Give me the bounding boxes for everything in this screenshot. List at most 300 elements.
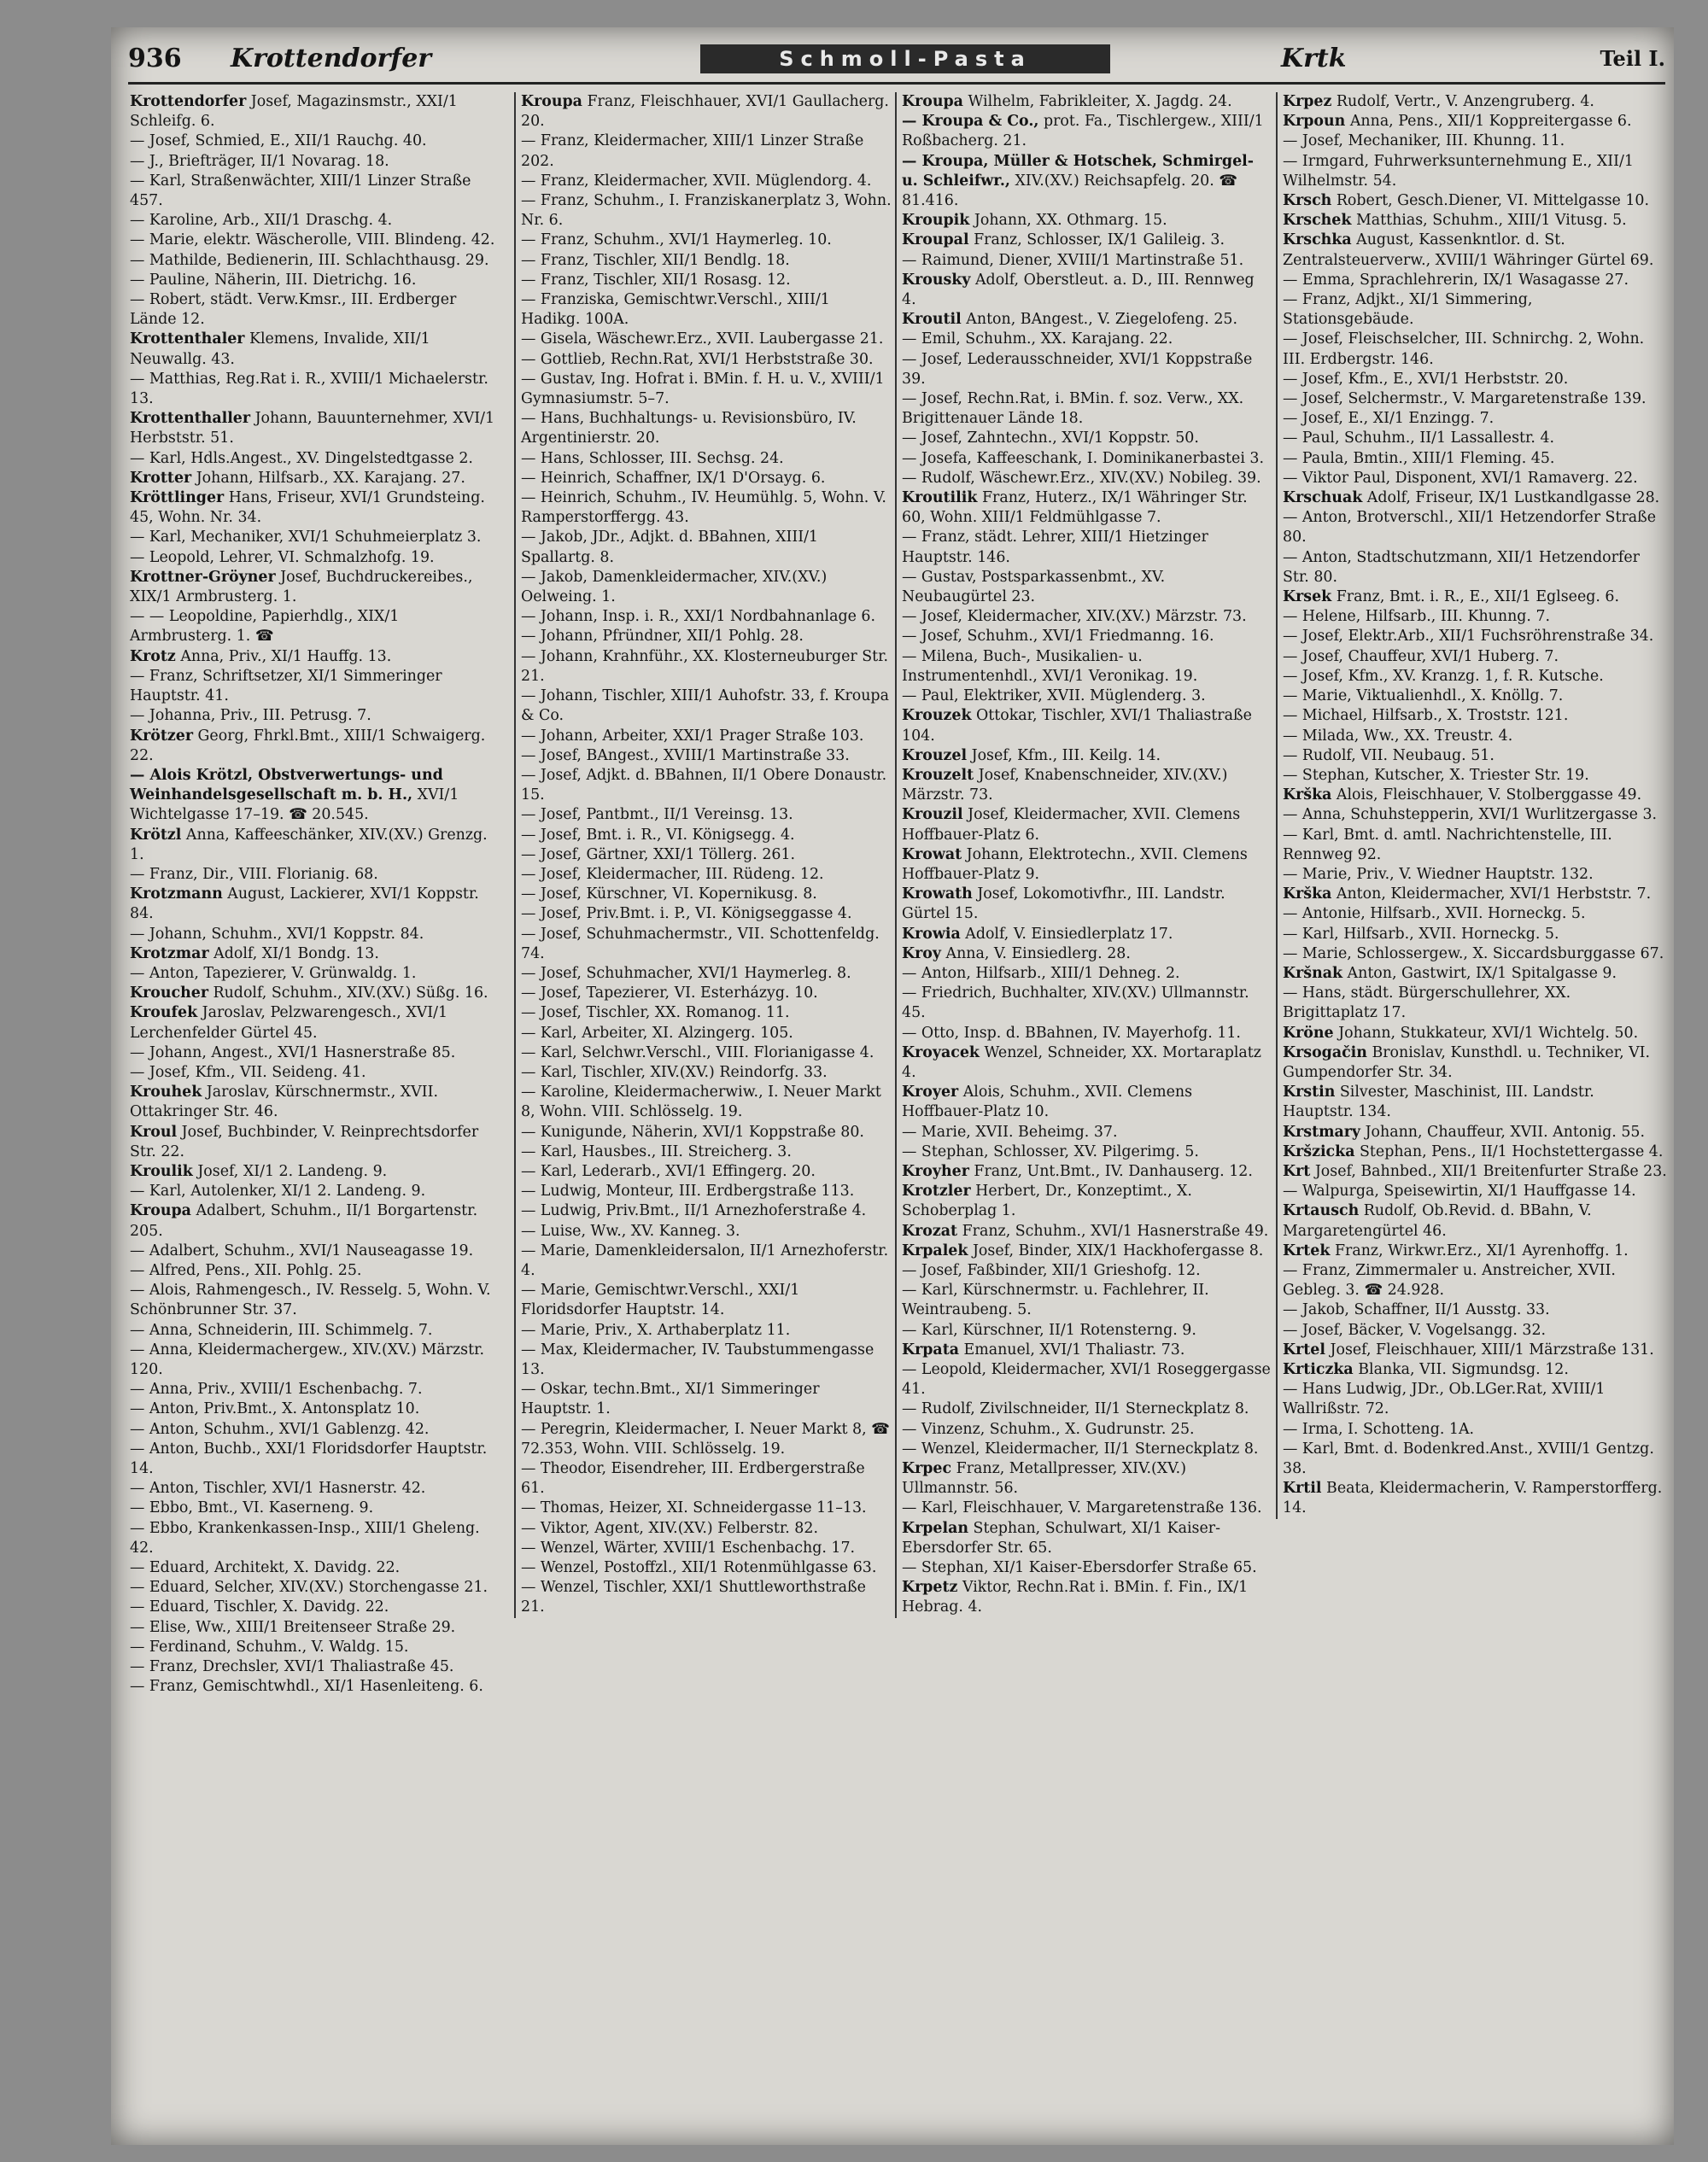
entry-details: — Antonie, Hilfsarb., XVII. Horneckg. 5. — [1283, 905, 1586, 923]
entry-details: — Theodor, Eisendreher, III. Erdbergerstraße 61. — [521, 1460, 865, 1498]
last-catchword: Krtk — [1281, 43, 1347, 73]
entry-details: — Michael, Hilfsarb., X. Troststr. 121. — [1283, 707, 1569, 725]
entry-details: Wenzel, Schneider, XX. Mortaraplatz 4. — [902, 1043, 1261, 1081]
entry-details: — Josef, Kfm., E., XVI/1 Herbststr. 20. — [1283, 370, 1569, 388]
entry-surname: Krousky — [902, 271, 971, 289]
directory-entry — [1283, 1479, 1667, 1518]
entry-surname: Krška — [1283, 786, 1332, 804]
entry-details: Jaroslav, Kürschnermstr., XVII. Ottakringer Str. 46. — [130, 1084, 438, 1121]
directory-entry — [902, 1083, 1272, 1122]
directory-entry — [902, 528, 1272, 567]
directory-entry — [130, 1677, 506, 1697]
directory-entry — [1283, 152, 1667, 191]
entry-details: — Rudolf, Zivilschneider, II/1 Sterneckplatz 8. — [902, 1400, 1249, 1418]
entry-details: — Josef, Tischler, XX. Romanog. 11. — [521, 1004, 790, 1022]
directory-entry — [1283, 1123, 1667, 1142]
entry-surname: Krozat — [902, 1222, 958, 1240]
entry-details: Johann, Bauunternehmer, XVI/1 Herbststr. 51. — [130, 410, 495, 447]
entry-details: — Leopold, Kleidermacher, XVI/1 Roseggergasse 41. — [902, 1361, 1271, 1399]
entry-details: — Gottlieb, Rechn.Rat, XVI/1 Herbststraße 30. — [521, 350, 874, 368]
directory-entry — [130, 1341, 506, 1380]
entry-details: — Karl, Arbeiter, XI. Alzingerg. 105. — [521, 1024, 793, 1042]
entry-details: Josef, Kleidermacher, XVII. Clemens Hoffbauer-Platz 6. — [902, 806, 1241, 844]
entry-surname: Kroufek — [130, 1004, 198, 1022]
directory-entry — [902, 647, 1272, 687]
entry-surname: Krotzmann — [130, 885, 223, 903]
directory-entry — [521, 1499, 892, 1518]
entry-details: Alois, Schuhm., XVII. Clemens Hoffbauer-Platz 10. — [902, 1084, 1193, 1121]
entry-details: — Peregrin, Kleidermacher, I. Neuer Markt 8, ☎ 72.353, Wohn. VIII. Schlösselg. 19. — [521, 1420, 890, 1458]
entry-details: Adolf, XI/1 Bondg. 13. — [208, 944, 379, 962]
entry-details: — Anton, Priv.Bmt., X. Antonsplatz 10. — [130, 1400, 420, 1418]
directory-entry — [1283, 984, 1667, 1023]
entry-details: — Wenzel, Kleidermacher, II/1 Sterneckplatz 8. — [902, 1440, 1259, 1458]
entry-details: — Eduard, Selcher, XIV.(XV.) Storchengasse 21. — [130, 1579, 488, 1597]
entry-details: — Josef, Schmied, E., XII/1 Rauchg. 40. — [130, 132, 427, 150]
entry-details: Johann, Stukkateur, XVI/1 Wichtelg. 50. — [1333, 1024, 1639, 1042]
entry-details: — Josef, Faßbinder, XII/1 Grieshofg. 12. — [902, 1261, 1201, 1279]
entry-details: Stephan, Pens., II/1 Hochstettergasse 4. — [1354, 1142, 1664, 1160]
entry-details: — J., Briefträger, II/1 Novarag. 18. — [130, 152, 389, 170]
directory-entry — [130, 568, 506, 607]
entry-details: — Karoline, Kleidermacherwiw., I. Neuer Markt 8, Wohn. VIII. Schlösselg. 19. — [521, 1084, 881, 1121]
entry-surname: Krouzek — [902, 707, 972, 725]
directory-entry — [1283, 964, 1667, 984]
directory-entry — [1283, 1341, 1667, 1360]
directory-entry — [521, 1459, 892, 1499]
directory-entry — [521, 885, 892, 904]
entry-details: — Karl, Kürschner, II/1 Rotensterng. 9. — [902, 1321, 1196, 1339]
directory-entry — [1283, 1440, 1667, 1479]
directory-entry — [130, 1420, 506, 1440]
entry-details: Ottokar, Tischler, XVI/1 Thaliastraße 104. — [902, 707, 1252, 745]
entry-surname: Kröne — [1283, 1024, 1334, 1042]
directory-entry — [521, 449, 892, 469]
entry-details: — Franz, Schuhm., XVI/1 Haymerleg. 10. — [521, 231, 832, 249]
entry-details: Josef, Bahnbed., XII/1 Breitenfurter Straße 23. — [1310, 1162, 1667, 1180]
entry-details: — Karl, Selchwr.Verschl., VIII. Florianigasse 4. — [521, 1043, 874, 1061]
entry-surname: Kroupa — [130, 1202, 191, 1220]
entry-details: Adolf, V. Einsiedlerplatz 17. — [960, 925, 1173, 943]
directory-entry — [130, 1201, 506, 1241]
entry-surname: Kroyacek — [902, 1043, 980, 1061]
entry-details: August, Lackierer, XVI/1 Koppstr. 84. — [130, 885, 479, 923]
directory-entry — [521, 1242, 892, 1281]
entry-details: August, Kassenkntlor. d. St. Zentralsteuerverw., XVIII/1 Währinger Gürtel 69. — [1283, 231, 1654, 269]
entry-details: — Josef, Bäcker, V. Vogelsangg. 32. — [1283, 1321, 1547, 1339]
entry-details: — Friedrich, Buchhalter, XIV.(XV.) Ullmannstr. 45. — [902, 985, 1249, 1022]
directory-entry — [1283, 1420, 1667, 1440]
directory-entry — [130, 1083, 506, 1122]
directory-entry — [902, 1242, 1272, 1261]
directory-entry — [130, 964, 506, 984]
entry-details: Josef, Fleischhauer, XIII/1 Märzstraße 131. — [1325, 1341, 1654, 1359]
directory-entry — [1283, 1182, 1667, 1201]
entry-details: — Raimund, Diener, XVIII/1 Martinstraße 51. — [902, 251, 1244, 269]
entry-details: — Johann, Krahnführ., XX. Klosterneuburger Str. 21. — [521, 647, 889, 685]
directory-entry — [521, 1281, 892, 1320]
directory-entry — [130, 984, 506, 1003]
directory-entry — [1283, 330, 1667, 369]
entry-details: — Johanna, Priv., III. Petrusg. 7. — [130, 707, 371, 725]
directory-entry — [1283, 409, 1667, 429]
directory-entry — [1283, 607, 1667, 627]
directory-entry — [1283, 469, 1667, 488]
directory-entry — [902, 805, 1272, 844]
entry-surname: Krpelan — [902, 1519, 969, 1537]
entry-details: — Milena, Buch-, Musikalien- u. Instrumentenhdl., XVI/1 Veronikag. 19. — [902, 647, 1198, 685]
entry-details: — Franziska, Gemischtwr.Verschl., XIII/1 Hadikg. 100A. — [521, 291, 830, 329]
directory-entry — [521, 1003, 892, 1023]
entry-surname: Krotzmar — [130, 944, 209, 962]
directory-entry — [902, 1578, 1272, 1617]
directory-entry — [1283, 231, 1667, 270]
directory-entry — [130, 667, 506, 706]
directory-entry — [521, 1083, 892, 1122]
directory-entry — [1283, 627, 1667, 646]
entry-surname: Krschuak — [1283, 489, 1363, 507]
directory-entry — [130, 925, 506, 944]
directory-entry — [521, 231, 892, 250]
directory-entry — [130, 1261, 506, 1281]
directory-entry — [521, 1162, 892, 1182]
entry-details: Adalbert, Schuhm., II/1 Borgartenstr. 205. — [130, 1202, 478, 1240]
entry-details: Robert, Gesch.Diener, VI. Mittelgasse 10. — [1331, 192, 1650, 210]
entry-details: Jaroslav, Pelzwarengesch., XVI/1 Lerchenfelder Gürtel 45. — [130, 1004, 448, 1042]
directory-entry — [902, 350, 1272, 389]
entry-details: — Elise, Ww., XIII/1 Breitenseer Straße 29. — [130, 1618, 456, 1636]
entry-details: — Emil, Schuhm., XX. Karajang. 22. — [902, 330, 1173, 348]
directory-entry — [902, 1499, 1272, 1518]
directory-entry — [902, 1440, 1272, 1459]
entry-details: — Marie, Priv., X. Arthaberplatz 11. — [521, 1321, 791, 1339]
directory-entry — [521, 1043, 892, 1063]
entry-details: Anna, Priv., XI/1 Hauffg. 13. — [175, 647, 392, 665]
directory-entry — [902, 1341, 1272, 1360]
entry-details: — Josef, Tapezierer, VI. Esterházyg. 10. — [521, 985, 818, 1002]
directory-entry — [1283, 449, 1667, 469]
entry-surname: Krpata — [902, 1341, 960, 1359]
directory-entry — [130, 370, 506, 409]
directory-entry — [1283, 1201, 1667, 1241]
entry-surname: Krsek — [1283, 588, 1332, 606]
entry-surname: Kršnak — [1283, 964, 1343, 982]
directory-entry — [902, 706, 1272, 745]
entry-details: Adolf, Oberstleut. a. D., III. Rennweg 4. — [902, 271, 1255, 309]
directory-entry — [1283, 1142, 1667, 1162]
entry-details: — Josef, Selchermstr., V. Margaretenstraße 139. — [1283, 390, 1647, 408]
directory-entry — [902, 251, 1272, 271]
page-number: 936 — [128, 43, 182, 73]
directory-entry — [902, 1222, 1272, 1242]
directory-entry — [1283, 746, 1667, 766]
entry-details: Josef, Buchdruckereibes., XIX/1 Armbrusterg. 1. — [130, 568, 473, 606]
directory-entry — [1283, 429, 1667, 448]
directory-entry — [521, 1201, 892, 1221]
entry-details: — Karl, Bmt. d. amtl. Nachrichtenstelle, III. Rennweg 92. — [1283, 826, 1612, 863]
entry-details: — Karl, Hausbes., III. Streicherg. 3. — [521, 1142, 792, 1160]
entry-surname: Krstin — [1283, 1084, 1336, 1101]
directory-entry — [1283, 1024, 1667, 1043]
entry-details: — Josef, Kürschner, VI. Kopernikusg. 8. — [521, 885, 817, 903]
entry-details: — Josef, Schuhmacher, XVI/1 Haymerleg. 8. — [521, 964, 851, 982]
entry-details: Hans, Friseur, XVI/1 Grundsteing. 45, Wohn. Nr. 34. — [130, 489, 485, 527]
entry-details: Josef, Buchbinder, V. Reinprechtsdorfer Str. 22. — [130, 1123, 479, 1160]
entry-surname: Krouzil — [902, 806, 963, 824]
directory-entry — [130, 1399, 506, 1419]
directory-entry — [130, 330, 506, 369]
directory-entry — [521, 271, 892, 290]
entry-details: Josef, Knabenschneider, XIV.(XV.) Märzstr. 73. — [902, 766, 1228, 804]
directory-entry — [130, 607, 506, 646]
directory-entry — [1283, 885, 1667, 904]
entry-details: — Matthias, Reg.Rat i. R., XVIII/1 Michaelerstr. 13. — [130, 370, 488, 408]
entry-details: — Franz, Schriftsetzer, XI/1 Simmeringer Hauptstr. 41. — [130, 667, 442, 705]
entry-details: — Karl, Fleischhauer, V. Margaretenstraße 136. — [902, 1499, 1262, 1517]
entry-details: Johann, XX. Othmarg. 15. — [969, 212, 1167, 230]
directory-entry — [902, 1123, 1272, 1142]
entry-details: — Anton, Hilfsarb., XIII/1 Dehneg. 2. — [902, 964, 1180, 982]
entry-details: Franz, Unt.Bmt., IV. Danhauserg. 12. — [968, 1162, 1253, 1180]
part-label: Teil I. — [1600, 45, 1665, 71]
directory-entry — [521, 290, 892, 330]
entry-details: — Hans Ludwig, JDr., Ob.LGer.Rat, XVIII/1 Wallrißstr. 72. — [1283, 1381, 1606, 1418]
directory-entry — [130, 766, 506, 826]
directory-entry — [130, 409, 506, 448]
directory-entry — [130, 1638, 506, 1657]
directory-entry — [902, 568, 1272, 607]
entry-surname: Kroucher — [130, 985, 208, 1002]
entry-details: — Ferdinand, Schuhm., V. Waldg. 15. — [130, 1638, 409, 1656]
entry-details: Josef, Magazinsmstr., XXI/1 Schleifg. 6. — [130, 93, 458, 131]
entry-details: — Josefa, Kaffeeschank, I. Dominikanerbastei 3. — [902, 449, 1265, 467]
entry-details: — Leopold, Lehrer, VI. Schmalzhofg. 19. — [130, 548, 435, 566]
entry-surname: Krowath — [902, 885, 973, 903]
directory-entry — [521, 964, 892, 984]
entry-details: — — Leopoldine, Papierhdlg., XIX/1 Armbrusterg. 1. ☎ — [130, 608, 400, 646]
directory-entry — [130, 290, 506, 330]
directory-entry — [521, 766, 892, 805]
directory-entry — [1283, 1043, 1667, 1083]
directory-entry — [130, 1657, 506, 1677]
entry-details: — Pauline, Näherin, III. Dietrichg. 16. — [130, 271, 417, 289]
directory-entry — [1283, 112, 1667, 131]
entry-surname: Kroul — [130, 1123, 178, 1141]
entry-surname: Krtausch — [1283, 1202, 1360, 1220]
directory-entry — [521, 1123, 892, 1142]
directory-entry — [1283, 548, 1667, 587]
directory-entry — [902, 1043, 1272, 1083]
directory-entry — [521, 845, 892, 865]
entry-surname: Kroulik — [130, 1162, 193, 1180]
directory-entry — [1283, 925, 1667, 944]
directory-entry — [1283, 131, 1667, 151]
entry-details: — Karl, Tischler, XIV.(XV.) Reindorfg. 33. — [521, 1063, 828, 1081]
entry-details: — Anna, Priv., XVIII/1 Eschenbachg. 7. — [130, 1381, 423, 1399]
directory-entry — [1283, 944, 1667, 964]
entry-details: — Stephan, Kutscher, X. Triester Str. 19. — [1283, 766, 1589, 784]
directory-entry — [521, 925, 892, 964]
entry-details: — Walpurga, Speisewirtin, XI/1 Hauffgasse 14. — [1283, 1183, 1636, 1201]
column-1 — [130, 92, 506, 1697]
entry-details: Adolf, Friseur, IX/1 Lustkandlgasse 28. — [1362, 489, 1660, 507]
entry-details: — Anna, Schneiderin, III. Schimmelg. 7. — [130, 1321, 433, 1339]
directory-entry — [1283, 488, 1667, 508]
entry-surname: Krouzelt — [902, 766, 974, 784]
entry-details: — Viktor, Agent, XIV.(XV.) Felberstr. 82. — [521, 1519, 818, 1537]
entry-details: Anna, Kaffeeschänker, XIV.(XV.) Grenzg. 1. — [130, 826, 488, 863]
entry-surname: — Kroupa & Co., — [902, 113, 1039, 131]
directory-entry — [1283, 826, 1667, 865]
directory-entry — [1283, 727, 1667, 746]
page-header — [128, 34, 1665, 82]
entry-details: Matthias, Schuhm., XIII/1 Vitusg. 5. — [1351, 212, 1627, 230]
directory-entry — [130, 647, 506, 667]
directory-entry — [902, 1162, 1272, 1182]
entry-details: — Eduard, Architekt, X. Davidg. 22. — [130, 1559, 401, 1577]
entry-surname: Krpoun — [1283, 113, 1346, 131]
entry-surname: Krsogačin — [1283, 1043, 1367, 1061]
directory-entry — [521, 1222, 892, 1242]
directory-entry — [521, 131, 892, 171]
entry-surname: Krschka — [1283, 231, 1352, 249]
entry-surname: Krötzl — [130, 826, 182, 844]
entry-details: Herbert, Dr., Konzeptimt., X. Schoberplag 1. — [902, 1183, 1192, 1220]
directory-entry — [902, 1399, 1272, 1419]
entry-details: — Gisela, Wäschewr.Erz., XVII. Laubergasse 21. — [521, 330, 884, 348]
entry-details: — Ludwig, Priv.Bmt., II/1 Arnezhoferstraße 4. — [521, 1202, 867, 1220]
directory-entry — [130, 231, 506, 250]
entry-details: — Franz, Tischler, XII/1 Bendlg. 18. — [521, 251, 790, 269]
directory-entry — [130, 706, 506, 726]
entry-details: — Marie, elektr. Wäscherolle, VIII. Blindeng. 42. — [130, 231, 495, 249]
entry-surname: Krschek — [1283, 212, 1352, 230]
entry-surname: Kroyher — [902, 1162, 969, 1180]
entry-details: — Franz, Drechsler, XVI/1 Thaliastraße 45. — [130, 1658, 454, 1676]
entry-details: — Anton, Buchb., XXI/1 Floridsdorfer Hauptstr. 14. — [130, 1440, 488, 1478]
entry-surname: Krouhek — [130, 1084, 202, 1101]
directory-entry — [1283, 508, 1667, 547]
directory-entry — [130, 548, 506, 568]
directory-entry — [130, 1479, 506, 1499]
directory-entry — [902, 152, 1272, 212]
directory-entry — [902, 1281, 1272, 1320]
directory-entry — [902, 687, 1272, 706]
entry-details: — Josef, Kfm., XV. Kranzg. 1, f. R. Kutsche. — [1283, 667, 1604, 685]
entry-details: — Gustav, Ing. Hofrat i. BMin. f. H. u. V., XVIII/1 Gymnasiumstr. 5–7. — [521, 370, 885, 408]
directory-entry — [130, 449, 506, 469]
entry-details: — Karl, Mechaniker, XVI/1 Schuhmeierplatz 3. — [130, 529, 482, 546]
directory-entry — [130, 251, 506, 271]
entry-details: Franz, Schlosser, IX/1 Galileig. 3. — [968, 231, 1225, 249]
entry-details: prot. Fa., Tischlergew., XIII/1 Roßbacherg. 21. — [902, 113, 1264, 150]
entry-details: — Franz, Gemischtwhdl., XI/1 Hasenleiteng. 6. — [130, 1678, 483, 1696]
directory-entry — [521, 746, 892, 766]
directory-entry — [1283, 389, 1667, 409]
entry-details: Anna, Pens., XII/1 Koppreitergasse 6. — [1345, 113, 1632, 131]
entry-surname: Krottenthaler — [130, 330, 245, 348]
entry-details: — Johann, Insp. i. R., XXI/1 Nordbahnanlage 6. — [521, 608, 876, 626]
directory-entry — [902, 1142, 1272, 1162]
directory-entry — [130, 1618, 506, 1638]
directory-entry — [521, 1024, 892, 1043]
directory-entry — [1283, 1300, 1667, 1320]
directory-entry — [521, 1063, 892, 1083]
directory-entry — [1283, 904, 1667, 924]
directory-entry — [130, 488, 506, 528]
entry-details: — Ebbo, Krankenkassen-Insp., XIII/1 Gheleng. 42. — [130, 1519, 480, 1557]
entry-details: — Marie, Damenkleidersalon, II/1 Arnezhoferstr. 4. — [521, 1242, 889, 1279]
entry-details: Alois, Fleischhauer, V. Stolberggasse 49. — [1331, 786, 1642, 804]
entry-details: — Johann, Pfründner, XII/1 Pohlg. 28. — [521, 628, 804, 646]
entry-surname: Krpetz — [902, 1579, 958, 1597]
entry-details: — Paul, Elektriker, XVII. Müglenderg. 3. — [902, 687, 1206, 705]
entry-details: — Hans, Schlosser, III. Sechsg. 24. — [521, 449, 784, 467]
entry-details: — Alois, Rahmengesch., IV. Resselg. 5, Wohn. V. Schönbrunner Str. 37. — [130, 1282, 491, 1319]
directory-entry — [1283, 1162, 1667, 1182]
entry-details: Emanuel, XVI/1 Thaliastr. 73. — [959, 1341, 1185, 1359]
directory-entry — [130, 1578, 506, 1598]
directory-entry — [902, 429, 1272, 448]
entry-details: — Josef, Fleischselcher, III. Schnirchg. 2, Wohn. III. Erdbergstr. 146. — [1283, 330, 1645, 368]
entry-details: — Josef, Gärtner, XXI/1 Töllerg. 261. — [521, 845, 796, 863]
entry-details: — Josef, E., XI/1 Enzingg. 7. — [1283, 410, 1494, 428]
entry-details: — Wenzel, Tischler, XXI/1 Shuttleworthstraße 21. — [521, 1579, 866, 1616]
entry-details: — Adalbert, Schuhm., XVI/1 Nauseagasse 19. — [130, 1242, 474, 1259]
entry-details: — Heinrich, Schaffner, IX/1 D'Orsayg. 6. — [521, 469, 826, 487]
entry-details: Anton, BAngest., V. Ziegelofeng. 25. — [961, 311, 1237, 329]
directory-entry — [902, 1321, 1272, 1341]
directory-entry — [902, 885, 1272, 924]
entry-details: — Josef, Chauffeur, XVI/1 Huberg. 7. — [1283, 647, 1559, 665]
directory-page — [111, 27, 1674, 2145]
entry-details: — Ludwig, Monteur, III. Erdbergstraße 113. — [521, 1183, 855, 1201]
directory-entry — [902, 330, 1272, 349]
header-rule — [128, 82, 1665, 85]
entry-details: — Ebbo, Bmt., VI. Kaserneng. 9. — [130, 1499, 374, 1517]
directory-entry — [521, 469, 892, 488]
directory-entry — [1283, 667, 1667, 687]
directory-entry — [1283, 92, 1667, 112]
entry-details: — Anton, Brotverschl., XII/1 Hetzendorfer Straße 80. — [1283, 509, 1657, 546]
entry-details: — Emma, Sprachlehrerin, IX/1 Wasagasse 27. — [1283, 271, 1629, 289]
entry-details: Silvester, Maschinist, III. Landstr. Hauptstr. 134. — [1283, 1084, 1594, 1121]
entry-details: — Jakob, Schaffner, II/1 Ausstg. 33. — [1283, 1301, 1550, 1319]
entry-details: — Thomas, Heizer, XI. Schneidergasse 11–13. — [521, 1499, 867, 1517]
directory-entry — [521, 1380, 892, 1419]
directory-entry — [902, 469, 1272, 488]
entry-surname: Kroutilik — [902, 489, 978, 507]
directory-entry — [521, 647, 892, 687]
directory-entry — [521, 627, 892, 646]
directory-entry — [1283, 271, 1667, 290]
directory-entry — [1283, 687, 1667, 706]
entry-details: — Stephan, XI/1 Kaiser-Ebersdorfer Straße 65. — [902, 1559, 1257, 1577]
entry-details: Rudolf, Ob.Revid. d. BBahn, V. Margaretengürtel 46. — [1283, 1202, 1592, 1240]
entry-surname: Krottendorfer — [130, 93, 247, 110]
entry-details: Blanka, VII. Sigmundsg. 12. — [1353, 1361, 1569, 1378]
entry-details: — Marie, XVII. Beheimg. 37. — [902, 1123, 1118, 1141]
directory-entry — [1283, 766, 1667, 786]
entry-details: Klemens, Invalide, XII/1 Neuwallg. 43. — [130, 330, 430, 368]
directory-entry — [902, 1024, 1272, 1043]
entry-details: — Karl, Autolenker, XI/1 2. Landeng. 9. — [130, 1183, 426, 1201]
entry-details: — Max, Kleidermacher, IV. Taubstummengasse 13. — [521, 1341, 874, 1378]
directory-entry — [1283, 805, 1667, 825]
advertisement-banner: Schmoll-Pasta — [700, 44, 1110, 73]
entry-details: — Anton, Tapezierer, V. Grünwaldg. 1. — [130, 964, 417, 982]
entry-surname: Kröttlinger — [130, 489, 225, 507]
